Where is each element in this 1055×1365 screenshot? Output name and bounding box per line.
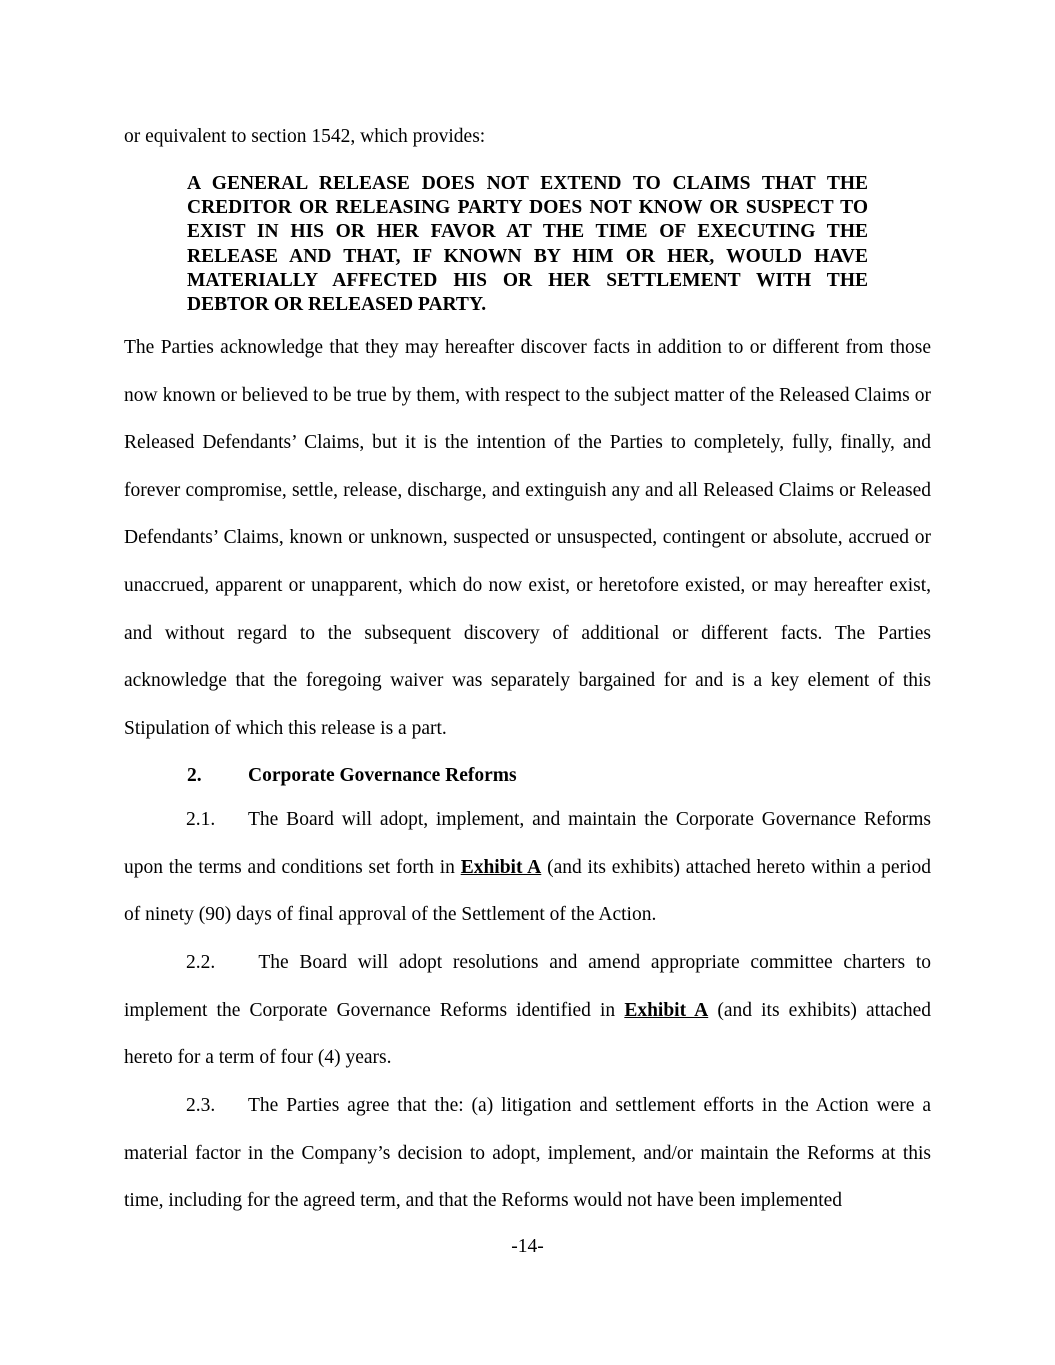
intro-line: or equivalent to section 1542, which provides: xyxy=(124,126,486,147)
exhibit-a-reference: Exhibit A xyxy=(624,999,709,1021)
acknowledgment-paragraph: The Parties acknowledge that they may hereafter discover facts in addition to or different from those now known or believed to be true by them, with respect to the subject matter of the Released Claims or Released Defendants’ Claims, but it is the intention of the Parties to completely, fully, finally, and forever compromise, settle, release, discharge, and extinguish any and all Released Claims or Released Defendants’ Claims, known or unknown, suspected or unsuspected, contingent or absolute, accrued or unaccrued, apparent or unapparent, which do now exist, or heretofore existed, or may hereafter exist, and without regard to the subsequent discovery of additional or different facts. The Parties acknowledge that the foregoing waiver was separately bargained for and is a key element of this Stipulation of which this release is a part. xyxy=(124,337,931,739)
statutory-quote-block: A GENERAL RELEASE DOES NOT EXTEND TO CLAIMS THAT THE CREDITOR OR RELEASING PARTY DOES NOT KNOW OR SUSPECT TO EXIST IN HIS OR HER FAVOR AT THE TIME OF EXECUTING THE RELEASE AND THAT, IF KNOWN BY HIM OR HER, WOULD HAVE MATERIALLY AFFECTED HIS OR HER SETTLEMENT WITH THE DEBTOR OR RELEASED PARTY. xyxy=(187,173,868,316)
paragraph-2-2-text-before: The Board will adopt resolutions and amend appropriate committee charters to implement the Corporate Governance Reforms identified in xyxy=(124,952,931,1021)
paragraph-2-2 xyxy=(124,939,931,1082)
exhibit-a-reference: Exhibit A xyxy=(460,856,542,878)
section-heading-title: Corporate Governance Reforms xyxy=(248,765,517,786)
paragraph-2-2-number: 2.2. xyxy=(186,952,216,973)
paragraph-2-3-number: 2.3. xyxy=(186,1095,216,1116)
paragraph-2-1 xyxy=(124,796,931,939)
section-heading xyxy=(187,764,517,788)
paragraph-2-3-text: The Parties agree that the: (a) litigation and settlement efforts in the Action were a material factor in the Company’s decision to adopt, implement, and/or maintain the Reforms at this time, including for the agreed term, and that the Reforms would not have been implemented xyxy=(124,1095,931,1212)
paragraph-2-3 xyxy=(124,1082,931,1225)
paragraph-2-1-number: 2.1. xyxy=(186,809,216,830)
paragraph-2-2-text-after: (and its exhibits) attached hereto for a term of four (4) years. xyxy=(124,999,931,1069)
paragraph-2-1-text-after: (and its exhibits) attached hereto within a period of ninety (90) days of final approval of the Settlement of the Action. xyxy=(124,856,931,926)
paragraph-2-1-text-before: The Board will adopt, implement, and maintain the Corporate Governance Reforms upon the terms and conditions set forth in xyxy=(124,809,931,878)
page-number: -14- xyxy=(511,1236,544,1257)
section-heading-number: 2. xyxy=(187,765,202,786)
